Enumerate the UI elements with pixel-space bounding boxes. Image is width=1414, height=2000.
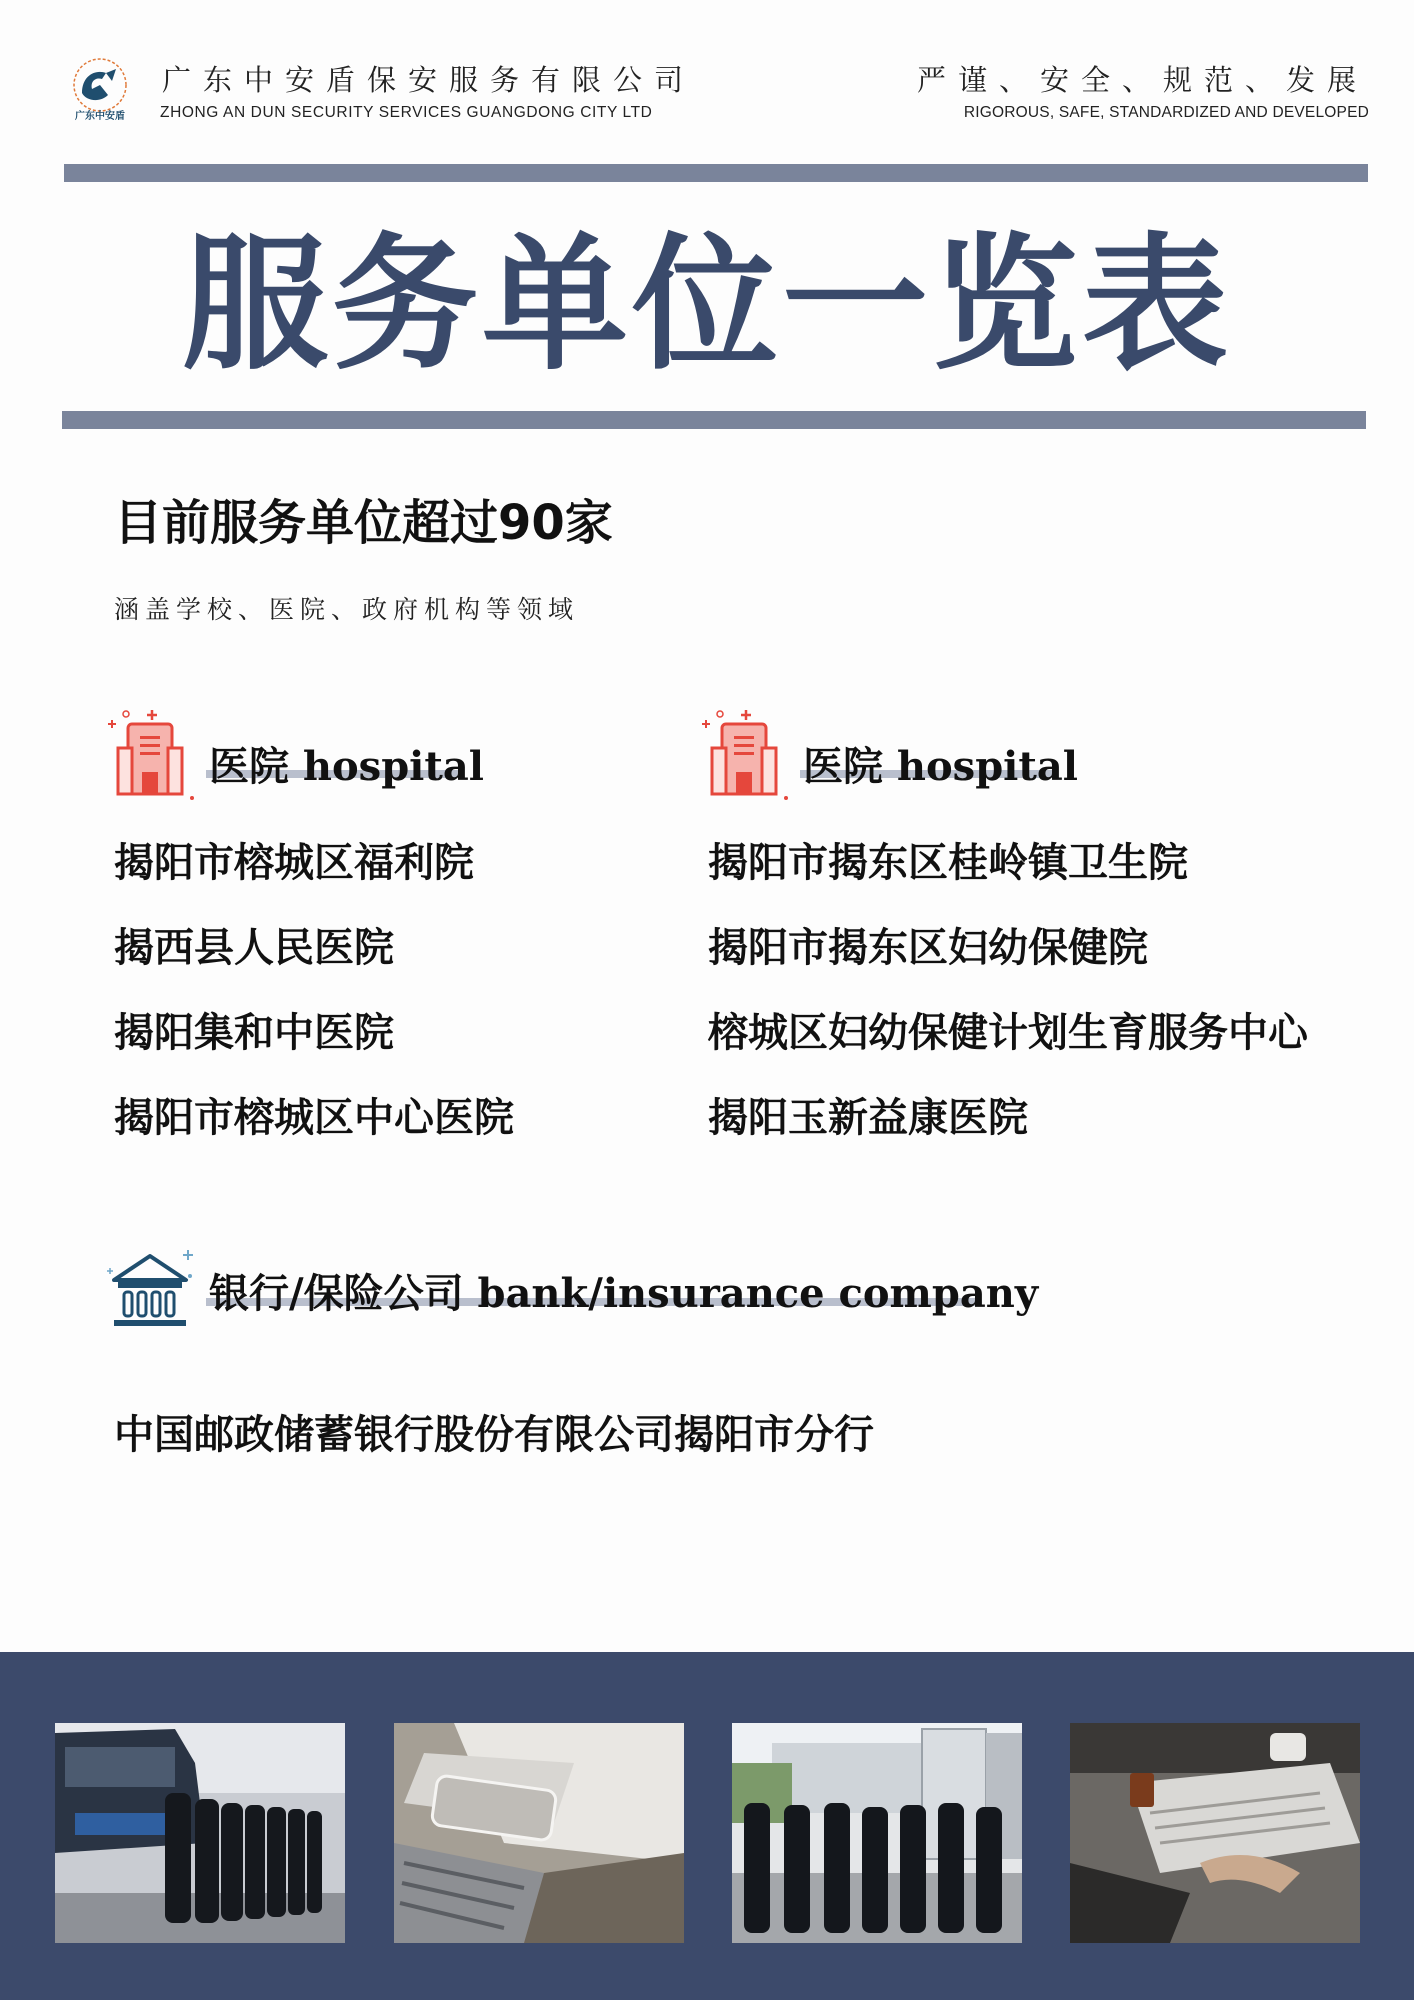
service-count-heading: 目前服务单位超过90家 <box>114 495 613 551</box>
phone-laptop-notebook-photo <box>394 1723 684 1943</box>
list-item: 榕城区妇幼保健计划生育服务中心 <box>708 1010 1308 1056</box>
security-guards-van-photo <box>55 1723 345 1943</box>
list-item: 揭阳市揭东区桂岭镇卫生院 <box>708 840 1188 886</box>
list-item: 揭西县人民医院 <box>114 925 394 971</box>
hospital-icon <box>106 706 196 802</box>
list-item: 揭阳市榕城区中心医院 <box>114 1095 514 1141</box>
bank-section-title: 银行/保险公司 bank/insurance company <box>209 1270 1039 1317</box>
hospital-section-title: 医院 hospital <box>803 743 1078 790</box>
company-name-en: ZHONG AN DUN SECURITY SERVICES GUANGDONG CITY LTD <box>160 104 653 121</box>
security-guards-building-photo <box>732 1723 1022 1943</box>
list-item: 中国邮政储蓄银行股份有限公司揭阳市分行 <box>114 1412 874 1458</box>
list-item: 揭阳玉新益康医院 <box>708 1095 1028 1141</box>
company-logo <box>70 55 130 125</box>
desk-documents-photo <box>1070 1723 1360 1943</box>
slogan-en: RIGOROUS, SAFE, STANDARDIZED AND DEVELOPED <box>963 104 1369 121</box>
top-divider-bar <box>64 164 1368 182</box>
coverage-text: 涵盖学校、医院、政府机构等领域 <box>114 595 580 624</box>
list-item: 揭阳集和中医院 <box>114 1010 394 1056</box>
page-title: 服务单位一览表 <box>182 220 1232 390</box>
hospital-icon <box>700 706 790 802</box>
svg-text:广东中安盾: 广东中安盾 <box>75 111 125 122</box>
list-item: 揭阳市揭东区妇幼保健院 <box>708 925 1148 971</box>
bottom-divider-bar <box>62 411 1366 429</box>
slogan-cn: 严谨、安全、规范、发展 <box>916 63 1368 97</box>
company-name-cn: 广东中安盾保安服务有限公司 <box>162 63 696 97</box>
list-item: 揭阳市榕城区福利院 <box>114 840 474 886</box>
bank-icon <box>106 1246 196 1336</box>
hospital-section-title: 医院 hospital <box>209 743 484 790</box>
